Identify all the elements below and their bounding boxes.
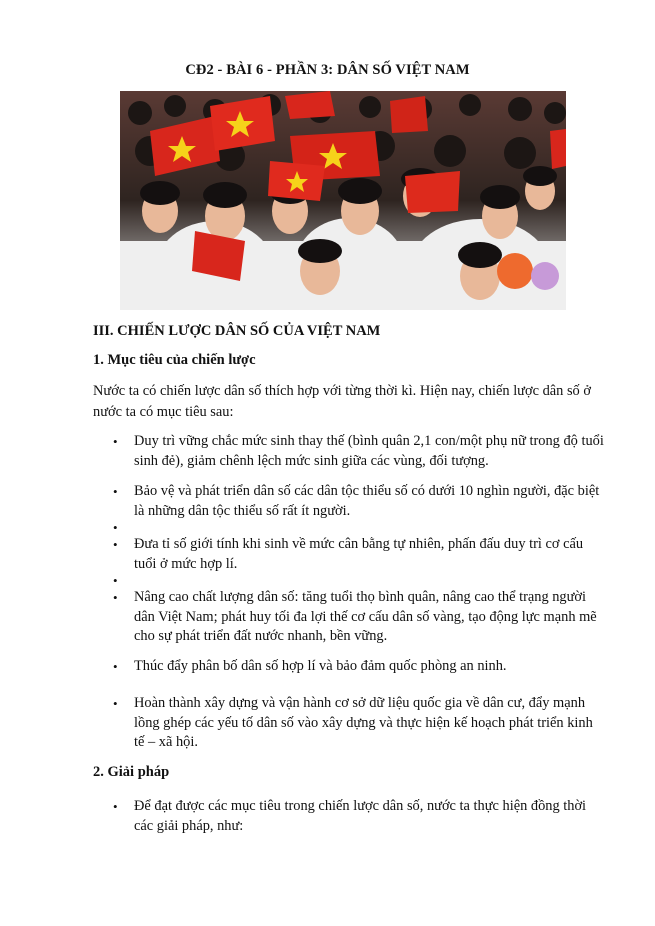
bullet-icon: • — [113, 520, 118, 535]
bullet-icon: • — [113, 590, 118, 605]
bullet-icon: • — [113, 537, 118, 552]
goal-text: Thúc đẩy phân bố dân số hợp lí và bảo đảm quốc phòng an ninh. — [134, 658, 507, 674]
goal-text: Bảo vệ và phát triển dân số các dân tộc thiểu số có dưới 10 nghìn người, đặc biệt là những dân tộc thiểu số rất ít người. — [134, 483, 600, 519]
bullet-icon: • — [113, 484, 118, 499]
subheading-solutions: 2. Giải pháp — [93, 764, 170, 780]
goal-text: Đưa tỉ số giới tính khi sinh về mức cân bằng tự nhiên, phấn đấu duy trì cơ cấu tuổi ở mức hợp lí. — [134, 536, 584, 572]
crowd-illustration — [120, 91, 566, 310]
page-title: CĐ2 - BÀI 6 - PHẦN 3: DÂN SỐ VIỆT NAM — [185, 62, 470, 78]
section-heading: III. CHIẾN LƯỢC DÂN SỐ CỦA VIỆT NAM — [93, 323, 381, 339]
goal-text: Nâng cao chất lượng dân số: tăng tuổi thọ bình quân, nâng cao thể trạng người dân Việt Nam; phát huy tối đa lợi thế cơ cấu dân số vàng, tạo động lực mạnh mẽ cho sự phát triển đất nước nhanh, bền vững. — [134, 589, 597, 644]
crowd-photo — [120, 91, 566, 310]
bullet-icon: • — [113, 696, 118, 711]
goal-text: Hoàn thành xây dựng và vận hành cơ sở dữ liệu quốc gia về dân cư, đẩy mạnh lồng ghép các yếu tố dân số vào xây dựng và thực hiện kế hoạch phát triển kinh tế – xã hội. — [134, 695, 593, 750]
intro-paragraph: Nước ta có chiến lược dân số thích hợp với từng thời kì. Hiện nay, chiến lược dân số ở nước ta có mục tiêu sau: — [93, 383, 591, 420]
bullet-icon: • — [113, 434, 118, 449]
goal-text: Duy trì vững chắc mức sinh thay thế (bình quân 2,1 con/một phụ nữ trong độ tuổi sinh đẻ), giảm chênh lệch mức sinh giữa các vùng, đối tượng. — [134, 433, 604, 469]
bullet-icon: • — [113, 799, 118, 814]
bullet-icon: • — [113, 573, 118, 588]
bullet-icon: • — [113, 659, 118, 674]
solution-text: Để đạt được các mục tiêu trong chiến lược dân số, nước ta thực hiện đồng thời các giải pháp, như: — [134, 798, 587, 834]
subheading-goals: 1. Mục tiêu của chiến lược — [93, 352, 256, 368]
